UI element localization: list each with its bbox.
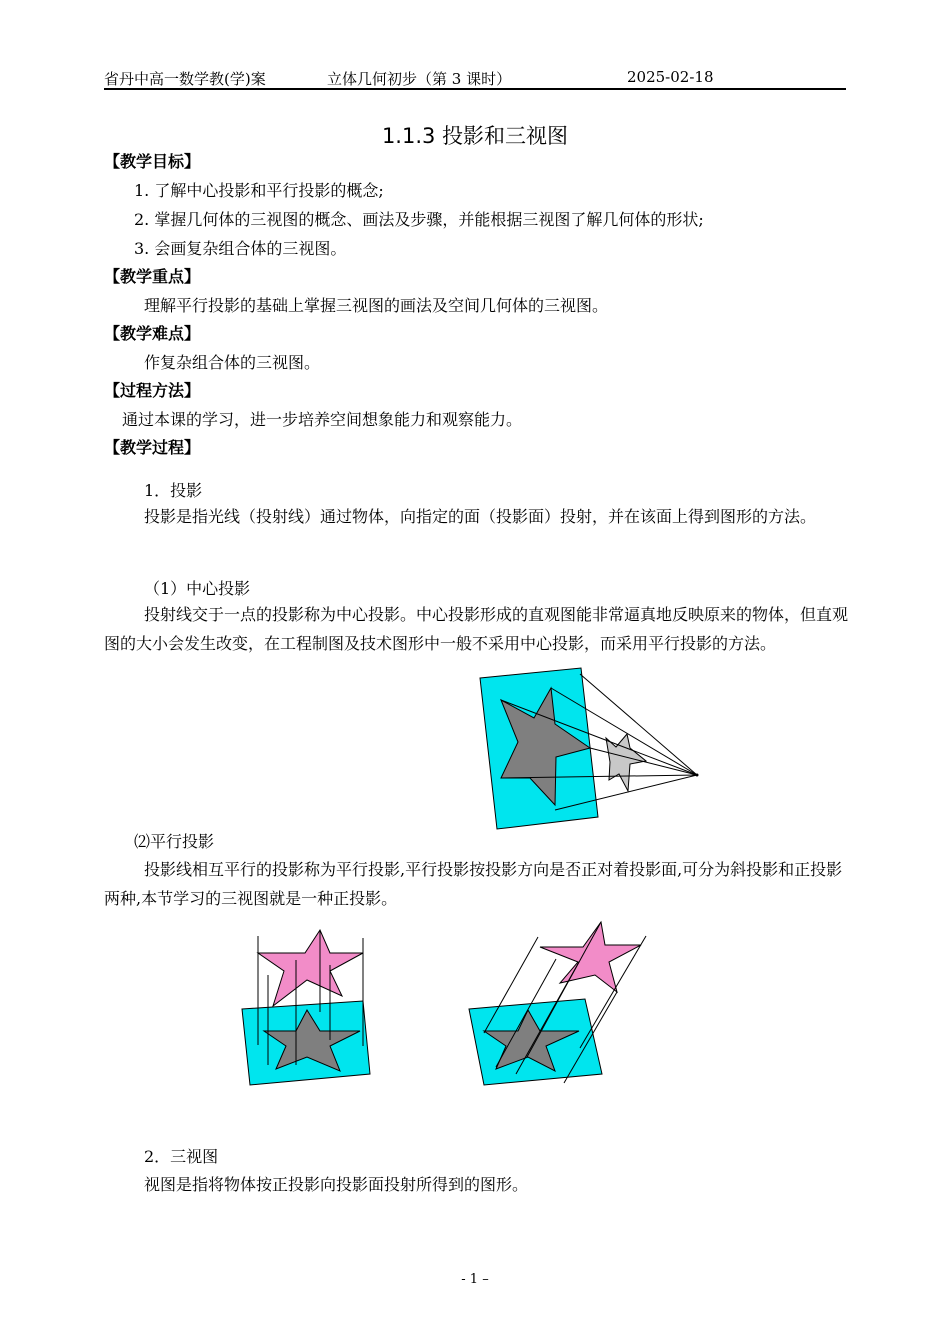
section-2-text: 视图是指将物体按正投影向投影面投射所得到的图形。 <box>144 1175 529 1194</box>
goal-item-2: 2. 掌握几何体的三视图的概念、画法及步骤，并能根据三视图了解几何体的形状; <box>134 210 704 229</box>
goal-item-3: 3. 会画复杂组合体的三视图。 <box>134 239 347 258</box>
section-1-text: 投影是指光线（投射线）通过物体，向指定的面（投影面）投射，并在该面上得到图形的方法。 <box>144 507 817 526</box>
key-points-text: 理解平行投影的基础上掌握三视图的画法及空间几何体的三视图。 <box>144 296 609 315</box>
section-1b-text: 投影线相互平行的投影称为平行投影,平行投影按投影方向是否正对着投影面,可分为斜投影和正投影两种,本节学习的三视图就是一种正投影。 <box>104 860 843 908</box>
header-course: 省丹中高一数学教(学)案 <box>104 70 266 88</box>
method-text: 通过本课的学习，进一步培养空间想象能力和观察能力。 <box>122 410 523 429</box>
heading-goals: 【教学目标】 <box>104 152 201 171</box>
difficulties-text: 作复杂组合体的三视图。 <box>144 353 321 372</box>
heading-process: 【教学过程】 <box>104 438 201 457</box>
page-number: - 1 – <box>461 1272 489 1287</box>
section-1a-text: 投射线交于一点的投影称为中心投影。中心投影形成的直观图能非常逼真地反映原来的物体，但直观图的大小会发生改变，在工程制图及技术图形中一般不采用中心投影，而采用平行投影的方法。 <box>104 605 849 653</box>
section-2-title: 2．三视图 <box>144 1147 219 1166</box>
oblique-pink-star <box>540 922 641 992</box>
section-1a-title: （1）中心投影 <box>144 579 251 598</box>
section-1b-title: ⑵平行投影 <box>134 832 215 851</box>
header-date: 2025-02-18 <box>627 68 714 86</box>
section-1-title: 1．投影 <box>144 481 203 500</box>
heading-method: 【过程方法】 <box>104 381 201 400</box>
heading-difficulties: 【教学难点】 <box>104 324 201 343</box>
goal-item-1: 1. 了解中心投影和平行投影的概念; <box>134 181 384 200</box>
header-lesson: 立体几何初步（第 3 课时） <box>327 70 512 88</box>
page-title: 1.1.3 投影和三视图 <box>381 124 569 148</box>
heading-key-points: 【教学重点】 <box>104 267 201 286</box>
